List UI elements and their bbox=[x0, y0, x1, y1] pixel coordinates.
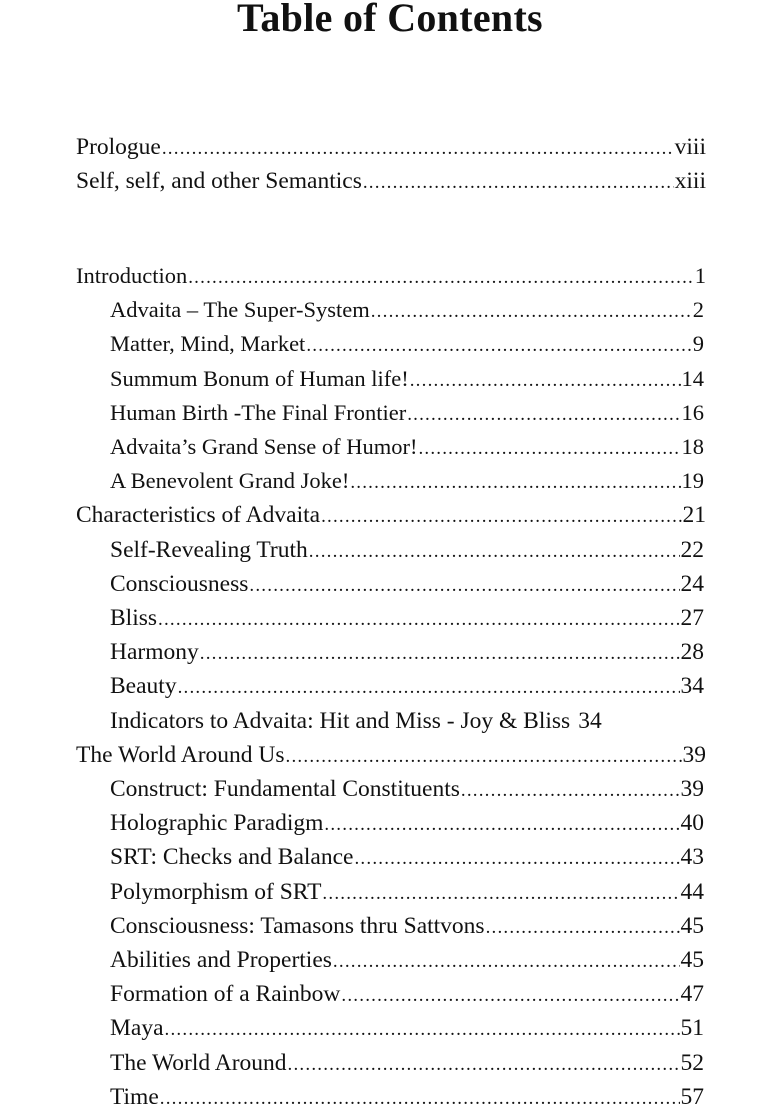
toc-entry-page: viii bbox=[674, 134, 706, 160]
toc-entry bbox=[110, 1046, 704, 1080]
toc-entry-page: 18 bbox=[681, 434, 704, 459]
dot-leader bbox=[288, 1048, 680, 1082]
dot-leader bbox=[407, 398, 680, 432]
toc-entry-title: Beauty bbox=[110, 673, 177, 700]
dot-leader bbox=[371, 295, 692, 329]
dot-leader bbox=[286, 740, 682, 774]
dot-leader bbox=[188, 261, 694, 295]
toc-entry bbox=[110, 293, 704, 327]
toc-entry-title: Formation of a Rainbow bbox=[110, 981, 341, 1008]
toc-entry-page: 44 bbox=[680, 878, 704, 905]
toc-entry-title: Consciousness bbox=[110, 570, 249, 597]
toc-entry-title: Prologue bbox=[76, 134, 161, 160]
toc-entry-page: 39 bbox=[680, 776, 704, 802]
toc-entry-page: 16 bbox=[681, 399, 704, 425]
toc-entry-title: Matter, Mind, Market bbox=[110, 331, 306, 357]
toc-entry-page: 1 bbox=[694, 263, 706, 288]
toc-entry-title: Advaita – The Super-System bbox=[110, 297, 370, 323]
dot-leader bbox=[354, 842, 679, 876]
toc-entry-page: 22 bbox=[680, 536, 704, 563]
toc-entry bbox=[110, 327, 704, 361]
toc-entry-page: 40 bbox=[680, 810, 704, 837]
dot-leader bbox=[249, 569, 679, 603]
toc-entry-title: Bliss bbox=[110, 605, 158, 631]
toc-entry bbox=[110, 533, 704, 567]
toc-entry-page: 45 bbox=[680, 947, 704, 973]
toc-entry-title: Self-Revealing Truth bbox=[110, 536, 308, 563]
toc-entry bbox=[110, 909, 704, 943]
dot-leader bbox=[306, 329, 691, 363]
dot-leader bbox=[158, 603, 679, 637]
toc-entry-page: 2 bbox=[692, 297, 704, 323]
toc-entry-page: 27 bbox=[680, 605, 704, 631]
toc-entry bbox=[76, 498, 706, 532]
toc-entry-title: The World Around bbox=[110, 1049, 287, 1076]
toc-entry bbox=[110, 1080, 704, 1114]
toc-entry-title: Indicators to Advaita: Hit and Miss - Joy & Bliss bbox=[110, 707, 571, 734]
toc-entry-page: 51 bbox=[680, 1015, 704, 1042]
toc-entry-title: Introduction bbox=[76, 263, 188, 288]
toc-entry bbox=[110, 362, 704, 396]
toc-entry bbox=[110, 396, 704, 430]
toc-entry bbox=[110, 772, 704, 806]
toc-entry-title: Human Birth -The Final Frontier bbox=[110, 399, 407, 425]
toc-entry bbox=[110, 669, 704, 703]
toc-entry bbox=[110, 875, 704, 909]
dot-leader bbox=[178, 671, 680, 705]
dot-leader bbox=[461, 774, 680, 808]
dot-leader bbox=[418, 432, 680, 466]
toc-entry-title: Time bbox=[110, 1083, 159, 1110]
toc-entry-title: Summum Bonum of Human life! bbox=[110, 365, 409, 391]
toc-entry-title: Characteristics of Advaita bbox=[76, 502, 321, 529]
toc-entry bbox=[110, 430, 704, 464]
dot-leader bbox=[350, 466, 680, 500]
toc-entry-page: 34 bbox=[680, 673, 704, 700]
toc-entry bbox=[110, 840, 704, 874]
toc-entry-page: 9 bbox=[692, 331, 704, 357]
toc-entry bbox=[76, 259, 706, 293]
toc-entry bbox=[110, 704, 704, 738]
toc-entry-page: 28 bbox=[680, 639, 704, 666]
dot-leader bbox=[341, 979, 679, 1013]
toc-entry bbox=[76, 130, 706, 164]
toc-entry-page: 52 bbox=[680, 1049, 704, 1076]
toc-entry-page: xiii bbox=[674, 168, 706, 194]
dot-leader bbox=[160, 1082, 680, 1116]
toc-entry-title: Advaita’s Grand Sense of Humor! bbox=[110, 434, 418, 459]
toc-entry bbox=[110, 635, 704, 669]
toc-entry-page: 19 bbox=[681, 468, 704, 494]
page-title: Table of Contents bbox=[237, 0, 543, 40]
toc-entry-page: 14 bbox=[681, 365, 704, 391]
toc-entry-page: 57 bbox=[680, 1083, 704, 1110]
toc-entry-title: A Benevolent Grand Joke! bbox=[110, 468, 350, 494]
toc-entry-title: Self, self, and other Semantics bbox=[76, 168, 362, 194]
dot-leader bbox=[165, 1013, 680, 1047]
toc-entry-title: Polymorphism of SRT bbox=[110, 878, 322, 905]
toc-entry-page: 45 bbox=[680, 912, 704, 939]
dot-leader bbox=[200, 637, 680, 671]
toc-entry-title: Holographic Paradigm bbox=[110, 810, 324, 837]
toc-entry-page: 21 bbox=[682, 502, 706, 529]
toc-entry bbox=[110, 464, 704, 498]
toc-entry bbox=[110, 601, 704, 635]
toc-entry bbox=[76, 164, 706, 198]
dot-leader bbox=[324, 808, 679, 842]
toc-entry bbox=[110, 806, 704, 840]
toc-entry-page: 24 bbox=[680, 570, 704, 597]
toc-entry-title: Consciousness: Tamasons thru Sattvons bbox=[110, 912, 485, 939]
dot-leader bbox=[486, 911, 680, 945]
dot-leader bbox=[309, 535, 680, 569]
toc-entry-page: 47 bbox=[680, 981, 704, 1008]
toc-entry bbox=[110, 943, 704, 977]
toc-entry-page: 43 bbox=[680, 844, 704, 871]
toc-entry-page: 34 bbox=[578, 707, 602, 734]
dot-leader bbox=[410, 364, 681, 398]
toc-entry-title: Maya bbox=[110, 1015, 164, 1042]
toc-entry-title: SRT: Checks and Balance bbox=[110, 844, 354, 871]
toc-entry bbox=[110, 1011, 704, 1045]
toc-entry-title: Abilities and Properties bbox=[110, 947, 332, 973]
dot-leader bbox=[322, 877, 679, 911]
toc-entry-page: 39 bbox=[682, 741, 706, 768]
toc-entry bbox=[76, 738, 706, 772]
toc-entry bbox=[110, 977, 704, 1011]
dot-leader bbox=[321, 500, 681, 534]
dot-leader bbox=[333, 945, 680, 979]
toc-entry bbox=[110, 567, 704, 601]
dot-leader bbox=[363, 166, 674, 200]
toc-entry-title: Construct: Fundamental Constituents bbox=[110, 776, 460, 802]
toc-entry-title: The World Around Us bbox=[76, 741, 285, 768]
dot-leader bbox=[162, 132, 674, 166]
toc-entry-title: Harmony bbox=[110, 639, 199, 666]
